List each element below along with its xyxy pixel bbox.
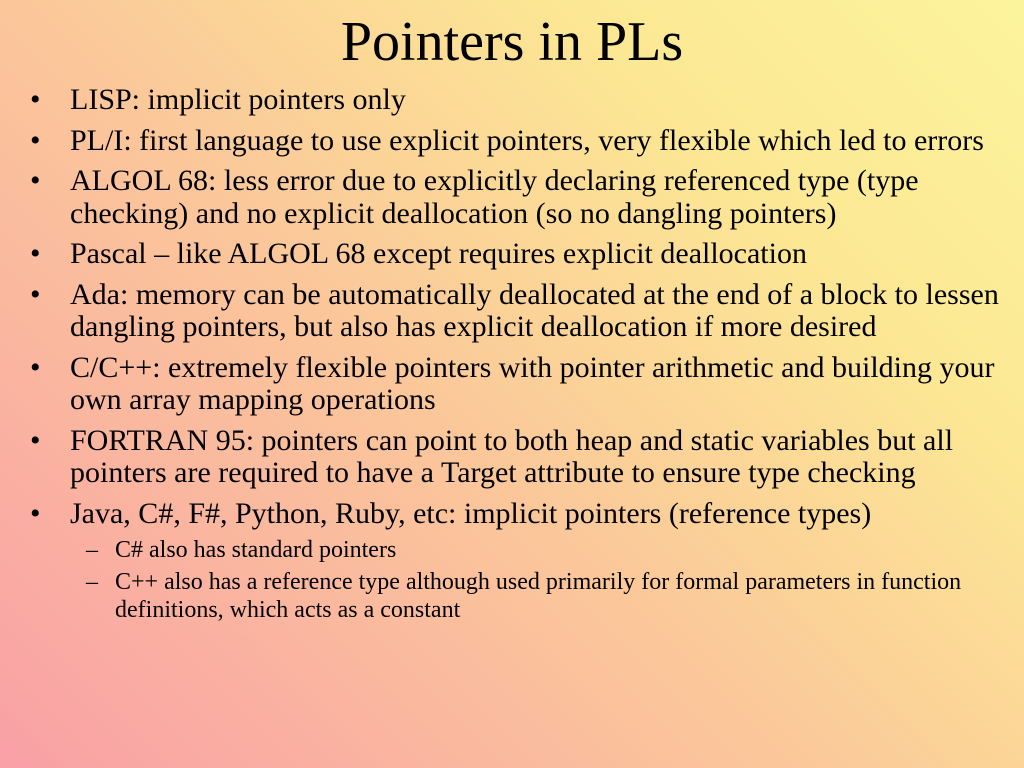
bullet-list <box>0 84 1024 632</box>
bullet-text: Ada: memory can be automatically deallocated at the end of a block to lessen dangling pointers, but also has explicit deallocation if more desired <box>70 277 999 343</box>
bullet-item-algol68 <box>0 165 1024 230</box>
sub-bullet-list <box>70 536 1004 624</box>
bullet-text: PL/I: first language to use explicit pointers, very flexible which led to errors <box>70 123 984 157</box>
bullet-dot-icon: • <box>30 423 41 457</box>
bullet-dot-icon: • <box>30 350 41 384</box>
bullet-text: Pascal – like ALGOL 68 except requires explicit deallocation <box>70 237 807 270</box>
bullet-item-pascal <box>0 238 1024 271</box>
bullet-dot-icon: • <box>30 237 41 270</box>
slide-title: Pointers in PLs <box>340 11 684 73</box>
bullet-dot-icon: • <box>30 164 41 197</box>
bullet-text: LISP: implicit pointers only <box>70 83 406 116</box>
bullet-text: C/C++: extremely flexible pointers with pointer arithmetic and building your own array mapping operations <box>70 350 995 416</box>
sub-bullet-item-cpp-reference <box>0 568 1004 624</box>
bullet-item-java-csharp <box>0 498 1024 625</box>
dash-icon: – <box>86 537 98 563</box>
sub-bullet-text: C++ also has a reference type although used primarily for formal parameters in function definitions, which acts as a constant <box>115 569 962 623</box>
bullet-item-ada <box>0 279 1024 344</box>
bullet-item-fortran95 <box>0 425 1024 490</box>
bullet-item-c-cpp <box>0 352 1024 417</box>
bullet-dot-icon: • <box>30 496 41 530</box>
bullet-text: FORTRAN 95: pointers can point to both heap and static variables but all pointers are required to have a Target attribute to ensure type checking <box>70 423 954 489</box>
bullet-text: Java, C#, F#, Python, Ruby, etc: implicit pointers (reference types) <box>70 496 872 530</box>
bullet-dot-icon: • <box>30 277 41 311</box>
bullet-item-pli <box>0 125 1024 158</box>
bullet-item-lisp <box>0 84 1024 117</box>
bullet-dot-icon: • <box>30 123 41 157</box>
bullet-text: ALGOL 68: less error due to explicitly declaring referenced type (type checking) and no explicit deallocation (so no dangling pointers) <box>70 164 919 230</box>
sub-bullet-item-csharp <box>0 536 1004 564</box>
sub-bullet-text: C# also has standard pointers <box>115 537 397 563</box>
dash-icon: – <box>86 569 98 595</box>
bullet-dot-icon: • <box>30 83 41 116</box>
